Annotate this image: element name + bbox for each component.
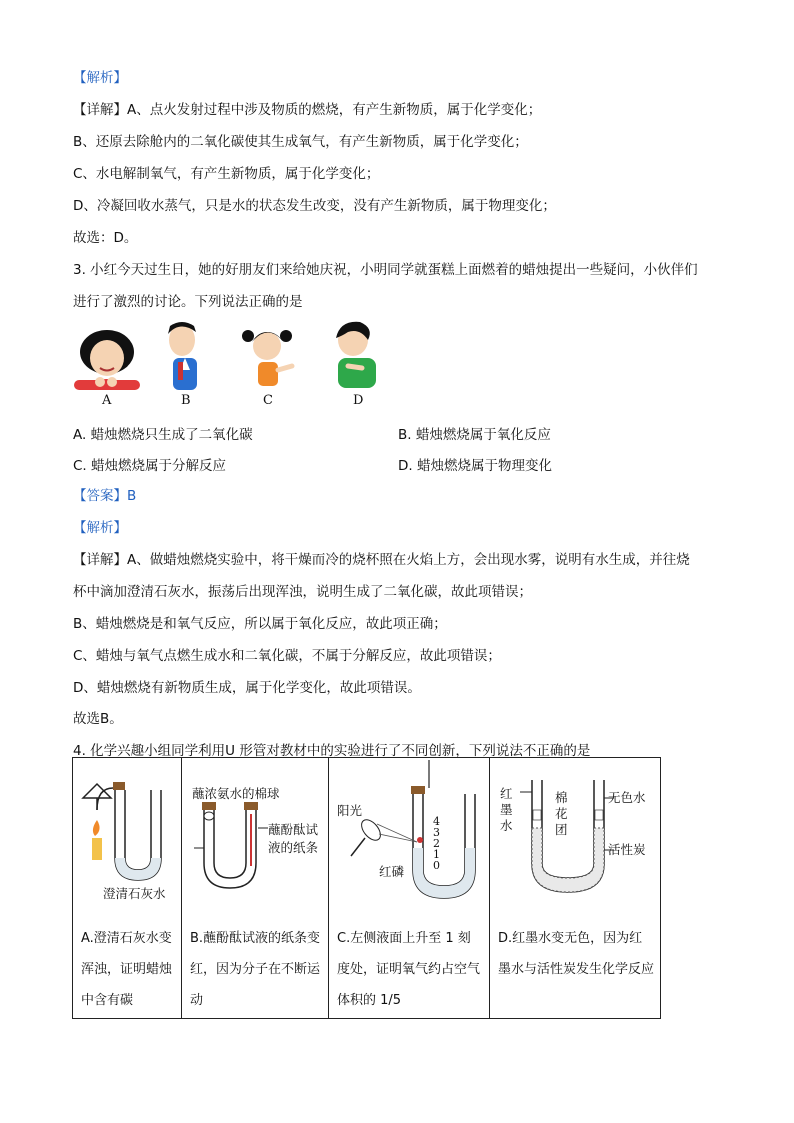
fig-d-cotton-char: 团	[555, 822, 568, 837]
fig-c-tick: 0	[433, 859, 440, 872]
q3-stem-line2: 进行了激烈的讨论。下列说法正确的是	[73, 294, 303, 310]
fig-d-red-char: 墨	[500, 802, 513, 817]
fig-d-cotton	[555, 790, 568, 838]
fig-c-sun: 阳光	[337, 803, 363, 818]
q3-analysis-label: 【解析】	[73, 520, 127, 536]
q2-choose: 故选：D。	[73, 230, 138, 246]
fig-d-clear-water: 无色水	[608, 790, 646, 805]
child-b-image	[168, 322, 197, 390]
cell-c-text: C.左侧液面上升至 1 刻度处，证明氧气约占空气体积的 1/5	[337, 931, 481, 1008]
q3-stem-line1: 3. 小红今天过生日，她的好朋友们来给她庆祝，小明同学就蛋糕上面燃着的蜡烛提出一些疑问，小伙伴们	[73, 262, 698, 278]
fig-b-label2b: 液的纸条	[268, 840, 319, 855]
figure-c	[329, 758, 489, 913]
q3-option-c: C. 蜡烛燃烧属于分解反应	[73, 458, 227, 474]
fig-c-tick: 4	[433, 815, 440, 828]
child-c-image	[242, 330, 292, 386]
q3-detail-b: B、蜡烛燃烧是和氧气反应，所以属于氧化反应，故此项正确；	[73, 616, 447, 632]
fig-c-tick: 1	[433, 848, 440, 861]
figure-a	[73, 758, 181, 913]
figure-d	[490, 758, 660, 913]
fig-c-tick: 2	[433, 837, 440, 850]
fig-a-label: 澄清石灰水	[103, 886, 166, 901]
fig-c-phosphorus: 红磷	[379, 864, 405, 879]
q3-detail-d: D、蜡烛燃烧有新物质生成，属于化学变化，故此项错误。	[73, 680, 421, 696]
fig-d-cotton-char: 花	[555, 806, 568, 821]
fig-d-red-char: 红	[500, 786, 513, 801]
fig-d-red-ink	[500, 786, 513, 834]
people-label-b: B	[181, 393, 191, 408]
fig-b-label1: 蘸浓氨水的棉球	[192, 786, 280, 801]
cell-b-text: B.蘸酚酞试液的纸条变红，因为分子在不断运动	[190, 931, 321, 1008]
q2-detail-b: B、还原去除舱内的二氧化碳使其生成氧气，有产生新物质，属于化学变化；	[73, 134, 528, 150]
fig-c-tick: 3	[433, 826, 440, 839]
q3-detail-c: C、蜡烛与氧气点燃生成水和二氧化碳，不属于分解反应，故此项错误；	[73, 648, 501, 664]
fig-d-cotton-char: 棉	[555, 790, 568, 805]
child-a-image	[74, 330, 140, 390]
q3-choose: 故选B。	[73, 711, 123, 727]
figure-b	[182, 758, 328, 913]
people-label-a: A	[102, 393, 112, 408]
fig-d-red-char: 水	[500, 818, 513, 833]
fig-b-label2a: 蘸酚酞试	[268, 822, 319, 837]
people-label-c: C	[263, 393, 273, 408]
q3-option-a: A. 蜡烛燃烧只生成了二氧化碳	[73, 427, 253, 443]
q4-stem: 4. 化学兴趣小组同学利用U 形管对教材中的实验进行了不同创新，下列说法不正确的是	[73, 743, 591, 759]
fig-c-scale	[433, 816, 440, 871]
fig-d-carbon: 活性炭	[608, 842, 646, 857]
experiment-table	[72, 757, 661, 1019]
q3-detail-line2: 杯中滴加澄清石灰水，振荡后出现浑浊，说明生成了二氧化碳，故此项错误；	[73, 584, 532, 600]
q2-detail-c: C、水电解制氧气，有产生新物质，属于化学变化；	[73, 166, 380, 182]
child-d-image	[336, 322, 376, 388]
q3-option-d: D. 蜡烛燃烧属于物理变化	[398, 458, 552, 474]
q3-answer: 【答案】B	[73, 488, 137, 504]
cartoon-children-figure	[70, 318, 400, 410]
q3-detail-line1: 【详解】A、做蜡烛燃烧实验中，将干燥而冷的烧杯照在火焰上方，会出现水雾，说明有水生成，并往烧	[73, 552, 690, 568]
q3-option-b: B. 蜡烛燃烧属于氧化反应	[398, 427, 551, 443]
q2-detail-d: D、冷凝回收水蒸气，只是水的状态发生改变，没有产生新物质，属于物理变化；	[73, 198, 556, 214]
q2-detail: 【详解】A、点火发射过程中涉及物质的燃烧，有产生新物质，属于化学变化；	[73, 102, 542, 118]
q2-analysis-label: 【解析】	[73, 70, 127, 86]
cell-a-text: A.澄清石灰水变浑浊，证明蜡烛中含有碳	[81, 931, 173, 1008]
people-label-d: D	[353, 393, 364, 408]
cell-d-text: D.红墨水变无色，因为红墨水与活性炭发生化学反应	[498, 931, 655, 977]
